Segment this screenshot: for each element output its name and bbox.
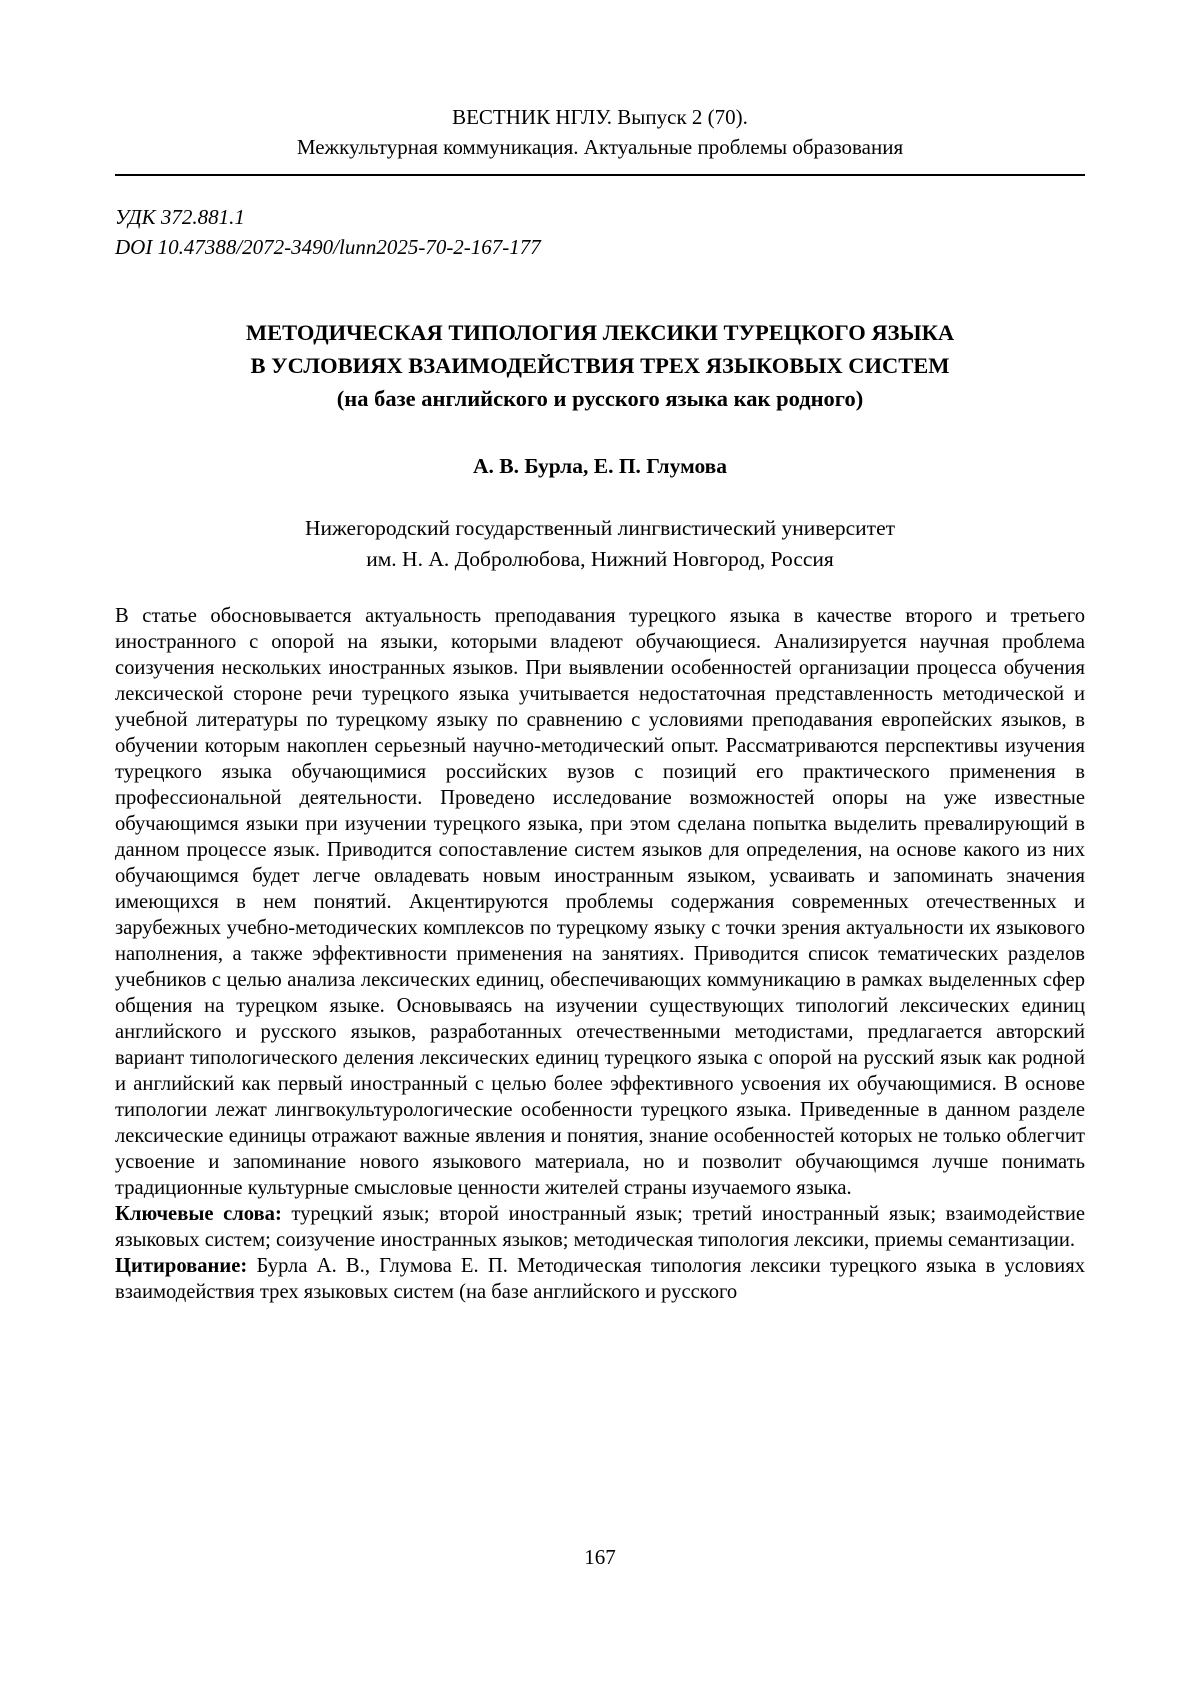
article-abstract: В статье обосновывается актуальность преподавания турецкого языка в качестве второго и третьего иностранного с опорой на языки, которыми владеют обучающиеся. Анализируется научная проблема соизучения нескольких иностранных языков. При выявлении особенностей организации процесса обучения лексической стороне речи турецкого языка учитывается недостаточная представленность методической и учебной литературы по турецкому языку по сравнению с условиями преподавания европейских языков, в обучении которым накоплен серьезный научно-методический опыт. Рассматриваются перспективы изучения турецкого языка обучающимися российских вузов с позиций его практического применения в профессиональной деятельности. Проведено исследование возможностей опоры на уже известные обучающимся языки при изучении турецкого языка, при этом сделана попытка выделить превалирующий в данном процессе язык. Приводится сопоставление систем языков для определения, на основе какого из них обучающимся будет легче овладевать новым иностранным языком, усваивать и запоминать значения имеющихся в нем понятий. Акцентируются проблемы содержания современных отечественных и зарубежных учебно-методических комплексов по турецкому языку с точки зрения актуальности их языкового наполнения, а также эффективности применения на занятиях. Приводится список тематических разделов учебников с целью анализа лексических единиц, обеспечивающих коммуникацию в рамках выделенных сфер общения на турецком языке. Основываясь на изучении существующих типологий лексических единиц английского и русского языков, разработанных отечественными методистами, предлагается авторский вариант типологического деления лексических единиц турецкого языка с опорой на русский язык как родной и английский как первый иностранный с целью более эффективного усвоения их обучающимися. В основе типологии лежат лингвокультурологические особенности турецкого языка. Приведенные в данном разделе лексические единицы отражают важные явления и понятия, знание особенностей которых не только облегчит усвоение и запоминание нового языкового материала, но и позволит обучающимся лучше понимать традиционные культурные смысловые ценности жителей страны изучаемого языка. xyxy=(115,605,1085,1199)
keywords-label: Ключевые слова: xyxy=(115,1203,282,1225)
keywords-text: турецкий язык; второй иностранный язык; третий иностранный язык; взаимодействие языковых систем; соизучение иностранных языков; методическая типология лексики, приемы семантизации. xyxy=(115,1203,1086,1251)
article-body xyxy=(115,603,1085,1305)
affiliation-line-1: Нижегородский государственный лингвистический университет xyxy=(304,516,896,540)
journal-title: ВЕСТНИК НГЛУ. Выпуск 2 (70). xyxy=(452,105,748,129)
article-citation xyxy=(115,1253,1085,1305)
udc-line: УДК 372.881.1 xyxy=(115,205,245,229)
article-title-line-2: В УСЛОВИЯХ ВЗАИМОДЕЙСТВИЯ ТРЕХ ЯЗЫКОВЫХ СИСТЕМ xyxy=(250,353,950,378)
article-meta xyxy=(115,202,1085,262)
journal-header xyxy=(115,102,1085,176)
article-title-line-1: МЕТОДИЧЕСКАЯ ТИПОЛОГИЯ ЛЕКСИКИ ТУРЕЦКОГО ЯЗЫКА xyxy=(245,320,955,345)
article-authors: А. В. Бурла, Е. П. Глумова xyxy=(472,454,728,478)
affiliation-line-2: им. Н. А. Добролюбова, Нижний Новгород, Россия xyxy=(366,547,834,571)
journal-subtitle: Межкультурная коммуникация. Актуальные проблемы образования xyxy=(296,135,904,159)
citation-text: Бурла А. В., Глумова Е. П. Методическая типология лексики турецкого языка в условиях взаимодействия трех языковых систем (на базе английского и русского xyxy=(115,1255,1085,1303)
page-number: 167 xyxy=(584,1545,616,1569)
article-title-line-3: (на базе английского и русского языка как родного) xyxy=(336,386,864,411)
header-divider xyxy=(115,174,1085,176)
citation-label: Цитирование: xyxy=(115,1255,248,1277)
article-keywords xyxy=(115,1201,1085,1253)
article-title xyxy=(115,316,1085,415)
doi-line: DOI 10.47388/2072-3490/lunn2025-70-2-167-177 xyxy=(115,235,541,259)
article-affiliation xyxy=(115,513,1085,575)
